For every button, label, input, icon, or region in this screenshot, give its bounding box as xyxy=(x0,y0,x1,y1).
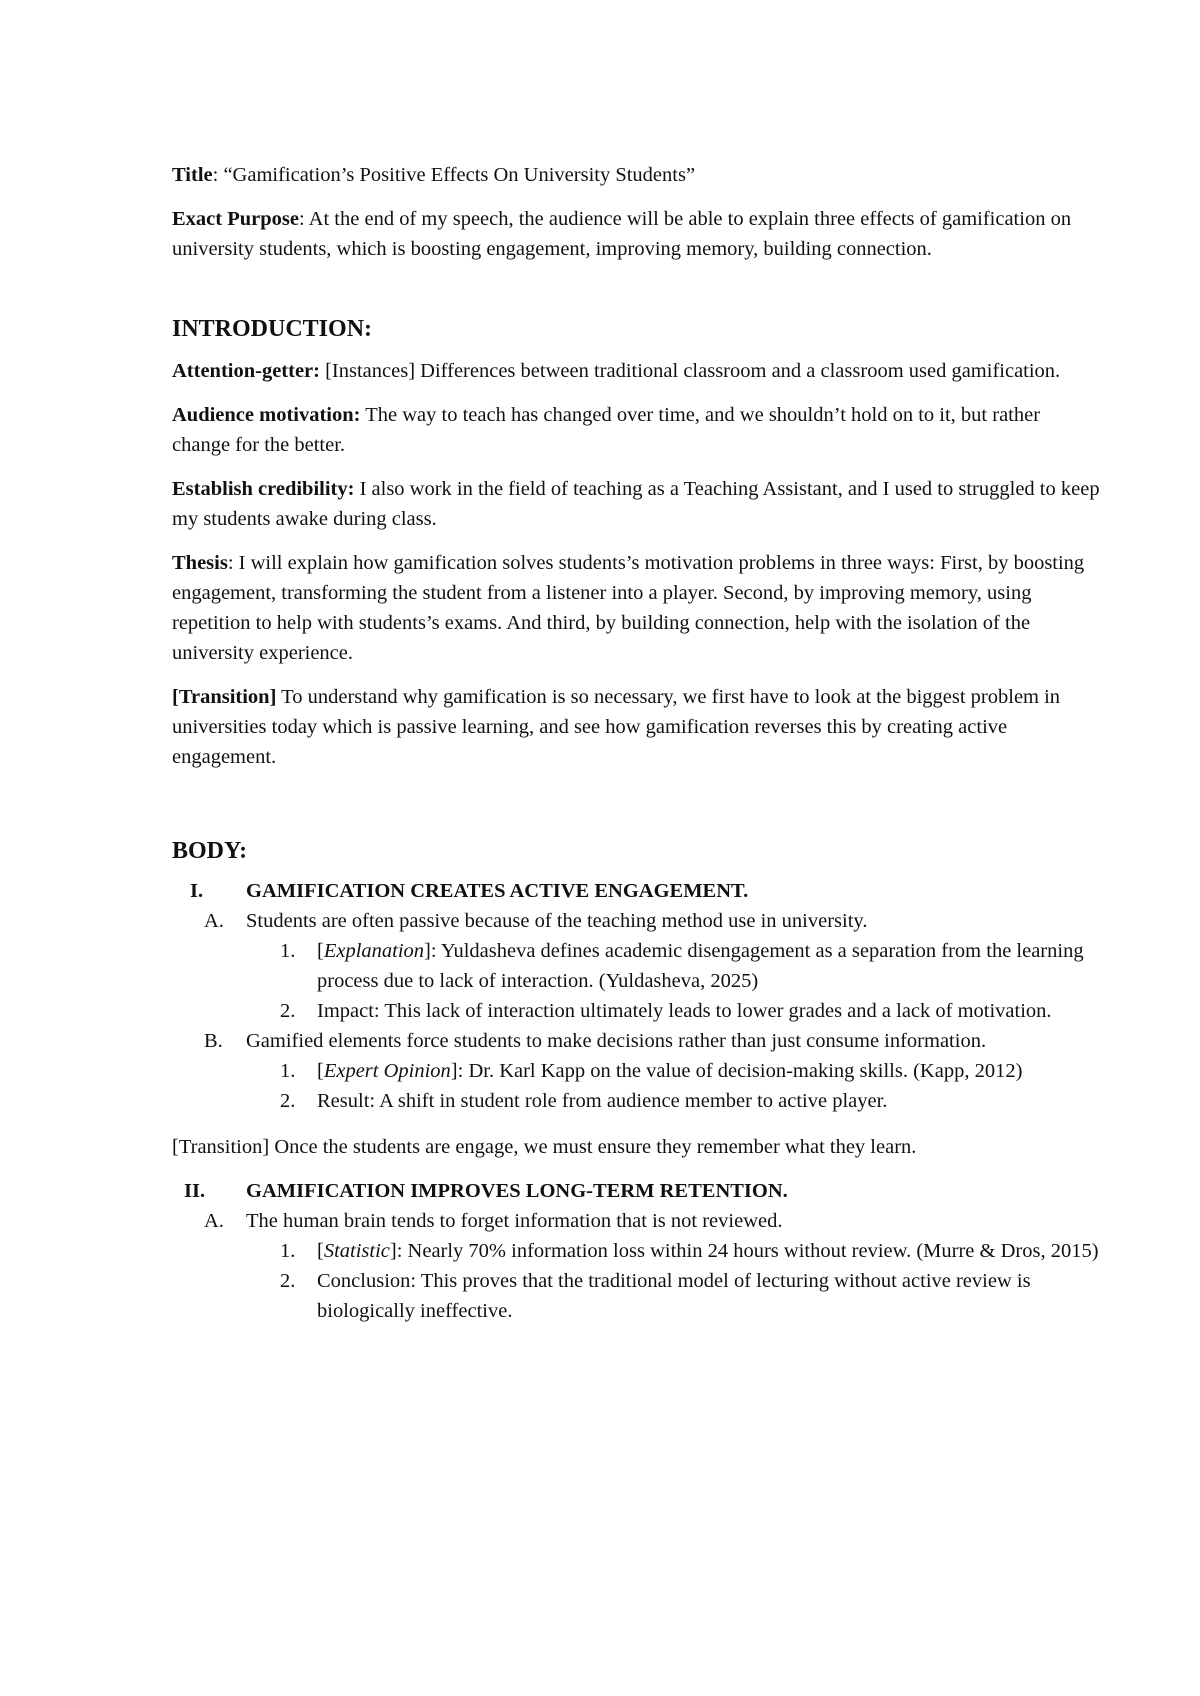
main-point-2-heading: GAMIFICATION IMPROVES LONG-TERM RETENTION. xyxy=(246,1180,788,1202)
document-page xyxy=(172,160,1102,1326)
main-point-1-heading: GAMIFICATION CREATES ACTIVE ENGAGEMENT. xyxy=(246,880,749,902)
exact-purpose xyxy=(172,204,1102,264)
attention-getter xyxy=(172,356,1102,386)
establish-credibility xyxy=(172,474,1102,534)
support-1b-1: 1. [Expert Opinion]: Dr. Karl Kapp on the value of decision-making skills. (Kapp, 2012) xyxy=(172,1056,1102,1086)
credibility-text: I also work in the field of teaching as a Teaching Assistant, and I used to struggled to keep my students awake during class. xyxy=(172,478,1100,530)
subpoint-1a xyxy=(172,906,1102,936)
support-2a-2-number: 2. xyxy=(280,1270,296,1292)
support-1b-2 xyxy=(172,1086,1102,1116)
intro-transition-label: [Transition] xyxy=(172,686,277,708)
thesis xyxy=(172,548,1102,668)
thesis-label: Thesis xyxy=(172,552,228,574)
support-1a-1-number: 1. xyxy=(280,940,296,962)
subpoint-1a-text: Students are often passive because of the teaching method use in university. xyxy=(246,910,868,932)
subpoint-2a xyxy=(172,1206,1102,1236)
support-1b-2-number: 2. xyxy=(280,1090,296,1112)
subpoint-2a-text: The human brain tends to forget information that is not reviewed. xyxy=(246,1210,783,1232)
support-1a-2-number: 2. xyxy=(280,1000,296,1022)
support-tag: Expert Opinion xyxy=(323,1060,451,1082)
purpose-label: Exact Purpose xyxy=(172,208,299,230)
support-2a-2 xyxy=(172,1266,1102,1326)
support-2a-1: 1. [Statistic]: Nearly 70% information loss within 24 hours without review. (Murre & Dros, 2015) xyxy=(172,1236,1102,1266)
subpoint-1b-letter: B. xyxy=(204,1030,223,1052)
thesis-text: : I will explain how gamification solves students’s motivation problems in three ways: First, by boosting engagement, transforming the student from a listener into a player. Second, by improving memory, using repetition to help with students’s exams. And third, by building connection, help with the isolation of the university experience. xyxy=(172,552,1085,664)
motivation-text: The way to teach has changed over time, and we shouldn’t hold on to it, but rather change for the better. xyxy=(172,404,1041,456)
support-tag: Explanation xyxy=(323,940,425,962)
subpoint-1a-letter: A. xyxy=(204,910,224,932)
support-1a-1: 1. [Explanation]: Yuldasheva defines academic disengagement as a separation from the learning process due to lack of interaction. (Yuldasheva, 2025) xyxy=(172,936,1102,996)
support-1a-2 xyxy=(172,996,1102,1026)
support-2a-1-text: ]: Nearly 70% information loss within 24 hours without review. (Murre & Dros, 2015) xyxy=(389,1240,1099,1262)
speech-title xyxy=(172,160,1102,190)
purpose-text: : At the end of my speech, the audience will be able to explain three effects of gamification on university students, which is boosting engagement, improving memory, building connection. xyxy=(172,208,1072,260)
title-label: Title xyxy=(172,164,213,186)
support-2a-2-text: Conclusion: This proves that the traditional model of lecturing without active review is biologically ineffective. xyxy=(317,1270,1031,1322)
main-point-1-number: I. xyxy=(190,880,204,902)
support-1a-1-text: ]: Yuldasheva defines academic disengagement as a separation from the learning process due to lack of interaction. (Yuldasheva, 2025) xyxy=(317,940,1084,992)
support-tag: Statistic xyxy=(323,1240,390,1262)
support-1a-2-text: Impact: This lack of interaction ultimately leads to lower grades and a lack of motivation. xyxy=(317,1000,1052,1022)
credibility-label: Establish credibility: xyxy=(172,478,355,500)
audience-motivation xyxy=(172,400,1102,460)
title-text: : “Gamification’s Positive Effects On University Students” xyxy=(212,164,696,186)
subpoint-2a-letter: A. xyxy=(204,1210,224,1232)
support-1b-2-text: Result: A shift in student role from audience member to active player. xyxy=(317,1090,888,1112)
attention-label: Attention-getter: xyxy=(172,360,320,382)
attention-text: [Instances] Differences between traditional classroom and a classroom used gamification. xyxy=(319,360,1061,382)
main-point-1 xyxy=(172,876,1102,906)
intro-transition xyxy=(172,682,1102,772)
support-2a-1-number: 1. xyxy=(280,1240,296,1262)
intro-transition-text: To understand why gamification is so necessary, we first have to look at the biggest problem in universities today which is passive learning, and see how gamification reverses this by creating active engagement. xyxy=(172,686,1061,768)
support-1b-1-text: ]: Dr. Karl Kapp on the value of decision-making skills. (Kapp, 2012) xyxy=(450,1060,1023,1082)
support-1b-1-number: 1. xyxy=(280,1060,296,1082)
main-point-2-number: II. xyxy=(184,1180,206,1202)
subpoint-1b xyxy=(172,1026,1102,1056)
introduction-heading: INTRODUCTION: xyxy=(172,316,373,342)
main-point-2 xyxy=(172,1176,1102,1206)
subpoint-1b-text: Gamified elements force students to make decisions rather than just consume information. xyxy=(246,1030,987,1052)
body-transition-1: [Transition] Once the students are engage, we must ensure they remember what they learn. xyxy=(172,1136,917,1158)
body-heading: BODY: xyxy=(172,838,248,864)
motivation-label: Audience motivation: xyxy=(172,404,361,426)
